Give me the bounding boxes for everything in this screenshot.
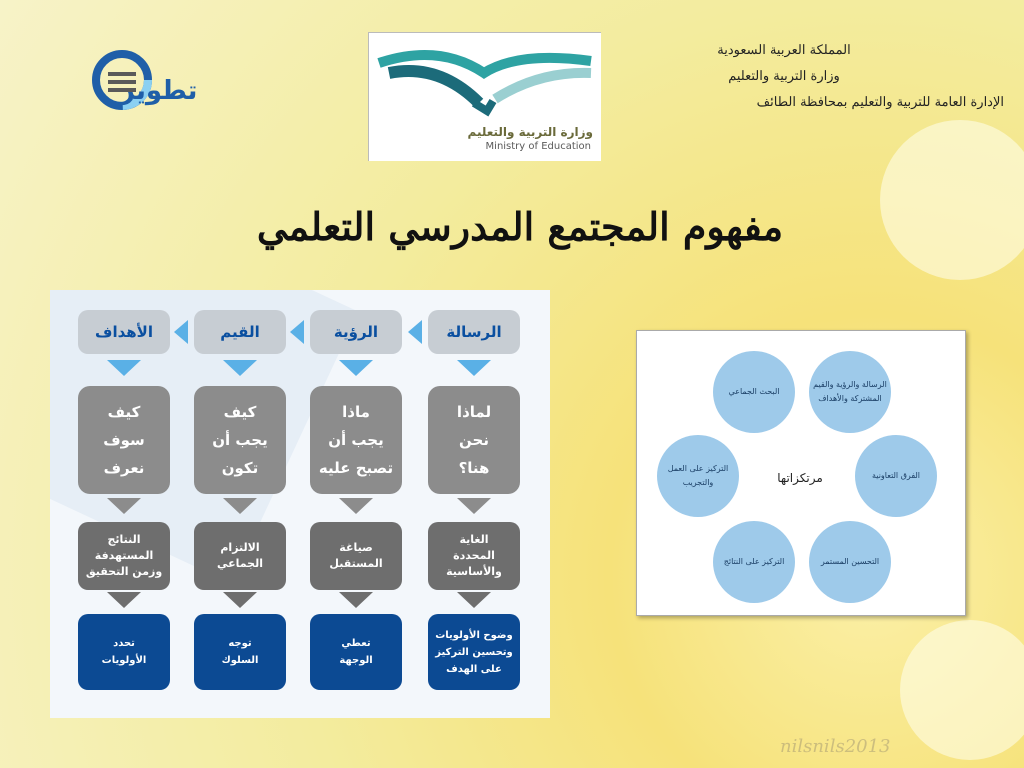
pillar-circle: التركيز على العمل والتجريب (657, 435, 739, 517)
pillar-circle: البحث الجماعي (713, 351, 795, 433)
pillar-circle: التحسين المستمر (809, 521, 891, 603)
pillar-circle: التركيز على النتائج (713, 521, 795, 603)
down-arrow-icon (107, 592, 141, 608)
outcome-box-vision: تعطي الوجهة (310, 614, 402, 690)
ministry-of-education-logo: وزارة التربية والتعليم Ministry of Education (368, 32, 601, 161)
outcome-box-mission: وضوح الأولويات وتحسين التركيز على الهدف (428, 614, 520, 690)
detail-box-mission: الغاية المحددة والأساسية (428, 522, 520, 590)
down-arrow-icon (339, 498, 373, 514)
pillars-center-label: مرتكزاتها (777, 471, 823, 485)
column-header-values: القيم (194, 310, 286, 354)
pillar-circle: الرسالة والرؤية والقيم المشتركة والأهداف (809, 351, 891, 433)
pillars-diagram (636, 330, 966, 616)
left-arrow-icon (290, 320, 304, 344)
column-header-goals: الأهداف (78, 310, 170, 354)
tatweer-logo: تطوير (86, 50, 236, 120)
down-arrow-icon (107, 498, 141, 514)
detail-box-vision: صياغة المستقبل (310, 522, 402, 590)
pillar-circle: الفرق التعاونية (855, 435, 937, 517)
detail-box-goals: النتائج المستهدفة وزمن التحقيق (78, 522, 170, 590)
down-arrow-icon (107, 360, 141, 376)
header-country: المملكة العربية السعودية (717, 43, 851, 58)
left-arrow-icon (408, 320, 422, 344)
column-header-mission: الرسالة (428, 310, 520, 354)
watermark: nilsnils2013 (780, 736, 891, 757)
header-ministry: وزارة التربية والتعليم (728, 69, 840, 84)
background-flower (900, 620, 1024, 760)
detail-box-values: الالتزام الجماعي (194, 522, 286, 590)
down-arrow-icon (457, 498, 491, 514)
background-flower (880, 120, 1024, 280)
down-arrow-icon (339, 360, 373, 376)
down-arrow-icon (457, 360, 491, 376)
mission-vision-diagram (50, 290, 550, 718)
left-arrow-icon (174, 320, 188, 344)
header-directorate: الإدارة العامة للتربية والتعليم بمحافظة الطائف (756, 95, 1004, 110)
page-title: مفهوم المجتمع المدرسي التعلمي (256, 204, 784, 249)
down-arrow-icon (457, 592, 491, 608)
down-arrow-icon (223, 592, 257, 608)
column-header-vision: الرؤية (310, 310, 402, 354)
question-box-mission: لماذا نحن هنا؟ (428, 386, 520, 494)
header-block (574, 38, 1004, 116)
outcome-box-values: توجه السلوك (194, 614, 286, 690)
question-box-values: كيف يجب أن تكون (194, 386, 286, 494)
down-arrow-icon (339, 592, 373, 608)
question-box-vision: ماذا يجب أن تصبح عليه (310, 386, 402, 494)
question-box-goals: كيف سوف نعرف (78, 386, 170, 494)
outcome-box-goals: تحدد الأولويات (78, 614, 170, 690)
down-arrow-icon (223, 360, 257, 376)
down-arrow-icon (223, 498, 257, 514)
